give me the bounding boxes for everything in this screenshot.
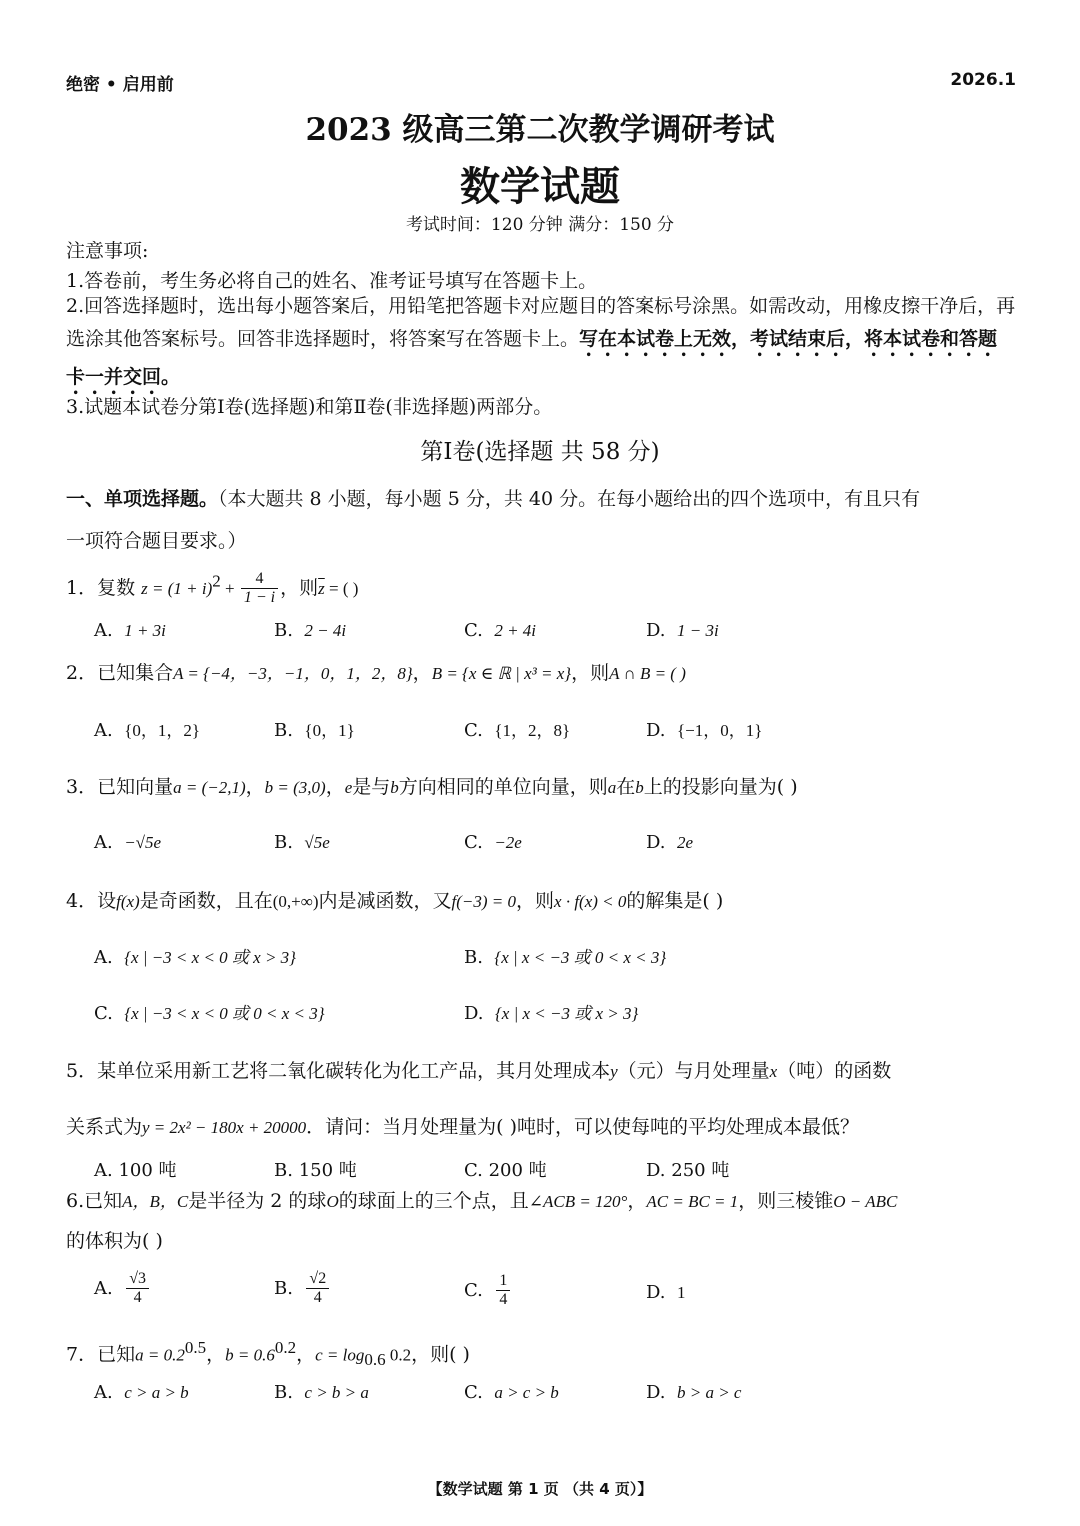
option-text: 100 吨 — [118, 1160, 177, 1181]
q3-vec-e: e — [344, 778, 353, 797]
option-letter: C. — [464, 832, 483, 853]
q6-option-b — [274, 1270, 331, 1308]
section-title: 第Ⅰ卷(选择题 共 58 分) — [420, 439, 660, 465]
q4-s5: 的解集是( ) — [626, 890, 724, 912]
option-letter: C. — [464, 1382, 483, 1403]
q7-number: 7． — [66, 1343, 98, 1366]
q2-option-d — [646, 716, 762, 741]
q3-vec-b: b = (3,0) — [264, 778, 326, 797]
q6-option-a-fraction — [126, 1270, 149, 1308]
option-letter: D. — [646, 620, 666, 641]
q2-set-b: B = {x ∈ ℝ | x³ = x} — [431, 664, 572, 683]
q6-eq: AC = BC = 1 — [646, 1192, 739, 1211]
q1-option-b — [274, 620, 346, 641]
confidential-label: 绝密 • 启用前 — [66, 75, 174, 95]
q5-option-c — [464, 1156, 547, 1182]
option-text: c > b > a — [304, 1383, 369, 1402]
q5-x: x — [769, 1062, 778, 1081]
question-3 — [66, 772, 798, 799]
exam-title: 2023 级高三第二次教学调研考试 — [305, 112, 775, 148]
option-text: √5e — [304, 833, 330, 852]
q4-option-d — [464, 999, 638, 1024]
option-text: b > a > c — [676, 1383, 742, 1402]
question-5 — [66, 1056, 891, 1083]
frac-num: √3 — [126, 1270, 149, 1289]
q6-points: A，B，C — [122, 1192, 189, 1211]
q5-line2-b: ．请问：当月处理量为( )吨时，可以使每吨的平均处理成本最低？ — [306, 1116, 860, 1138]
q7-s1: 已知 — [97, 1343, 136, 1366]
option-letter: C. — [464, 620, 483, 641]
page-footer: 【数学试题 第 1 页 （共 4 页）】 — [427, 1480, 653, 1498]
q7-option-d — [646, 1382, 741, 1403]
q3-s7: 上的投影向量为( ) — [643, 776, 798, 798]
option-letter: B. — [274, 832, 293, 853]
q5-number: 5． — [66, 1060, 98, 1082]
q7-b: b = 0.6 — [225, 1345, 275, 1365]
q2-intersection: A ∩ B = ( ) — [609, 664, 686, 683]
q6-line2: 的体积为( ) — [66, 1230, 163, 1252]
q5-line2-a: 关系式为 — [66, 1116, 143, 1138]
option-text: 150 吨 — [298, 1160, 357, 1181]
q3-option-b — [274, 832, 330, 853]
q6-option-d — [646, 1282, 685, 1303]
option-letter: A. — [94, 832, 113, 853]
q4-s3: 内是减函数，又 — [318, 890, 452, 912]
q6-s5: ，则三棱锥 — [738, 1190, 834, 1212]
question-2 — [66, 658, 686, 685]
question-5-line2 — [66, 1112, 859, 1139]
q1-option-d — [646, 620, 719, 641]
q6-option-c — [464, 1272, 512, 1310]
frac-den: 4 — [133, 1289, 142, 1307]
q1-frac-num: 4 — [241, 570, 278, 589]
option-letter: A. — [94, 947, 113, 968]
q5-option-d — [646, 1156, 729, 1182]
q1-option-c — [464, 620, 536, 641]
q1-fraction — [241, 570, 278, 608]
q7-option-c — [464, 1382, 559, 1403]
q2-sep: ， — [412, 662, 432, 684]
q7-option-b — [274, 1382, 369, 1403]
option-letter: B. — [274, 620, 293, 641]
q4-cond: f(−3) = 0 — [451, 892, 517, 911]
q4-interval: (0,+∞) — [272, 892, 319, 911]
q7-c-tail: 0.2 — [385, 1345, 412, 1365]
q7-s4: ，则( ) — [411, 1343, 470, 1366]
q3-s3: ， — [325, 776, 345, 798]
q2-option-b — [274, 716, 355, 741]
subject-title: 数学试题 — [460, 163, 620, 210]
option-text: 1 − 3i — [676, 621, 719, 640]
q4-option-a — [94, 943, 296, 968]
option-letter: A. — [94, 620, 113, 641]
part1-heading: 一、单项选择题。 — [66, 488, 219, 510]
q2-set-a: A = {−4，−3，−1，0，1，2，8} — [173, 664, 413, 683]
q7-b-exp: 0.2 — [274, 1338, 297, 1357]
option-text: {0，1} — [304, 721, 355, 740]
frac-num: 1 — [496, 1272, 510, 1291]
q7-s3: ， — [296, 1343, 316, 1366]
q1-frac-den: 1 − i — [243, 589, 276, 607]
option-letter: A. — [94, 1160, 113, 1181]
q2-number: 2． — [66, 662, 98, 684]
q6-s2: 是半径为 2 的球 — [188, 1190, 327, 1212]
option-text: 2e — [676, 833, 694, 852]
q3-vec-b2: b — [390, 778, 399, 797]
q7-c: c = log — [315, 1345, 365, 1365]
notice-heading: 注意事项: — [66, 240, 149, 262]
option-text: {0，1，2} — [124, 721, 201, 740]
q6-option-b-fraction — [306, 1270, 329, 1308]
option-letter: B. — [274, 1277, 293, 1299]
option-letter: D. — [646, 720, 666, 741]
notice-item-2 — [66, 290, 1016, 399]
option-letter: B. — [274, 720, 293, 741]
q4-number: 4． — [66, 890, 98, 912]
option-letter: C. — [464, 1279, 483, 1301]
q6-s4: ， — [627, 1190, 647, 1212]
q3-s1: 已知向量 — [97, 776, 174, 798]
q3-option-c — [464, 832, 522, 853]
q3-option-d — [646, 832, 693, 853]
q4-ineq: x · f(x) < 0 — [554, 892, 627, 911]
q1-plus: + — [220, 578, 239, 598]
option-text: {x | x < −3 或 0 < x < 3} — [494, 948, 667, 967]
q7-s2: ， — [206, 1343, 226, 1366]
q7-option-a — [94, 1382, 189, 1403]
q6-angle: ∠ACB = 120° — [528, 1192, 628, 1211]
option-text: 2 − 4i — [304, 621, 347, 640]
option-text: {x | −3 < x < 0 或 0 < x < 3} — [124, 1004, 325, 1023]
q2-text-a: 已知集合 — [97, 662, 174, 684]
q1-exp: 2 — [212, 571, 221, 591]
q5-line1-c: （吨）的函数 — [777, 1060, 892, 1082]
option-text: 200 吨 — [488, 1160, 547, 1181]
q4-s4: ，则 — [516, 890, 555, 912]
option-text: −2e — [494, 833, 522, 852]
q5-y: y — [610, 1062, 618, 1081]
frac-num: √2 — [306, 1270, 329, 1289]
q6-option-a — [94, 1270, 151, 1308]
q2-option-c — [464, 716, 570, 741]
q1-stem: 复数 — [97, 576, 136, 599]
option-letter: D. — [646, 1382, 666, 1403]
q6-option-c-fraction — [496, 1272, 510, 1310]
q7-a-exp: 0.5 — [184, 1338, 207, 1357]
q1-number: 1． — [66, 576, 98, 599]
q6-number: 6. — [66, 1190, 85, 1212]
question-7 — [66, 1338, 470, 1370]
q3-vec-b3: b — [635, 778, 644, 797]
part1-desc-1: （本大题共 8 小题，每小题 5 分，共 40 分。在每小题给出的四个选项中，有且只有 — [218, 488, 921, 510]
q7-a: a = 0.2 — [135, 1345, 185, 1365]
q4-s1: 设 — [97, 890, 117, 912]
q1-tail: ，则 — [280, 576, 319, 599]
q5-line1-b: （元）与月处理量 — [617, 1060, 770, 1082]
option-letter: A. — [94, 1382, 113, 1403]
question-6 — [66, 1186, 897, 1213]
option-letter: C. — [464, 720, 483, 741]
notice-item-3: 3.试题本试卷分第Ⅰ卷(选择题)和第Ⅱ卷(非选择题)两部分。 — [66, 396, 553, 418]
option-text: 1 — [676, 1283, 686, 1302]
option-text: {−1，0，1} — [676, 721, 763, 740]
part1-desc-2: 一项符合题目要求。） — [66, 530, 247, 552]
q6-o: O — [326, 1192, 339, 1211]
q3-vec-a2: a — [607, 778, 617, 797]
q4-f: f(x) — [116, 892, 140, 911]
notice-item-1: 1.答卷前，考生务必将自己的姓名、准考证号填写在答题卡上。 — [66, 270, 598, 292]
option-letter: B. — [464, 947, 483, 968]
q4-option-b — [464, 943, 666, 968]
q4-option-c — [94, 999, 325, 1024]
q5-formula: y = 2x² − 180x + 20000 — [142, 1118, 307, 1137]
q6-s1: 已知 — [84, 1190, 123, 1212]
question-1 — [66, 570, 358, 608]
frac-den: 4 — [313, 1289, 322, 1307]
frac-den: 4 — [499, 1291, 508, 1309]
q4-s2: 是奇函数，且在 — [139, 890, 273, 912]
option-text: 2 + 4i — [494, 621, 537, 640]
q2-text-b: ，则 — [571, 662, 610, 684]
part1-intro — [66, 484, 920, 511]
q3-option-a — [94, 832, 161, 853]
option-text: 250 吨 — [671, 1160, 730, 1181]
q6-s3: 的球面上的三个点，且 — [338, 1190, 529, 1212]
q5-option-b — [274, 1156, 357, 1182]
notice-item-2-emphasis: 写在本试卷上无效，考试结束后，将本试卷和答题卡一并交回。 — [66, 328, 998, 388]
option-letter: D. — [646, 1160, 666, 1181]
q1-end: = ( ) — [324, 578, 359, 598]
option-text: {x | x < −3 或 x > 3} — [494, 1004, 639, 1023]
option-text: {1，2，8} — [494, 721, 571, 740]
option-text: a > c > b — [494, 1383, 559, 1402]
option-letter: A. — [94, 720, 113, 741]
notice-item-2-text: 2.回答选择题时，选出每小题答案后，用铅笔把答题卡对应题目的答案标号涂黑。如需改动，用橡皮擦干净后，再选涂其他答案标号。回答非选择题时，将答案写在答题卡上。 — [66, 295, 1016, 350]
q3-s2: ， — [245, 776, 265, 798]
q1-option-a — [94, 620, 166, 641]
q6-pyramid: O − ABC — [833, 1192, 898, 1211]
q3-vec-a: a = (−2,1) — [173, 778, 246, 797]
option-text: {x | −3 < x < 0 或 x > 3} — [124, 948, 296, 967]
option-letter: C. — [94, 1003, 113, 1024]
question-4 — [66, 886, 723, 913]
q3-s5: 方向相同的单位向量，则 — [398, 776, 608, 798]
q1-z-expr: z = (1 + i) — [141, 578, 213, 598]
option-text: −√5e — [124, 833, 162, 852]
q1-zbar: $\overline{z}$ — [318, 578, 325, 598]
q5-option-a — [94, 1156, 177, 1182]
option-letter: B. — [274, 1382, 293, 1403]
q3-number: 3． — [66, 776, 98, 798]
option-letter: D. — [646, 832, 666, 853]
q3-s6: 在 — [616, 776, 636, 798]
exam-date: 2026.1 — [950, 70, 1016, 90]
option-letter: A. — [94, 1277, 113, 1299]
q5-line1-a: 某单位采用新工艺将二氧化碳转化为化工产品，其月处理成本 — [97, 1060, 611, 1082]
option-letter: C. — [464, 1160, 483, 1181]
q3-s4: 是与 — [352, 776, 391, 798]
option-letter: B. — [274, 1160, 293, 1181]
q2-option-a — [94, 716, 200, 741]
option-text: c > a > b — [124, 1383, 189, 1402]
exam-meta: 考试时间：120 分钟 满分：150 分 — [405, 215, 675, 235]
q7-c-sub: 0.6 — [364, 1350, 386, 1370]
option-text: 1 + 3i — [124, 621, 166, 640]
option-letter: D. — [646, 1282, 666, 1303]
option-letter: D. — [464, 1003, 484, 1024]
